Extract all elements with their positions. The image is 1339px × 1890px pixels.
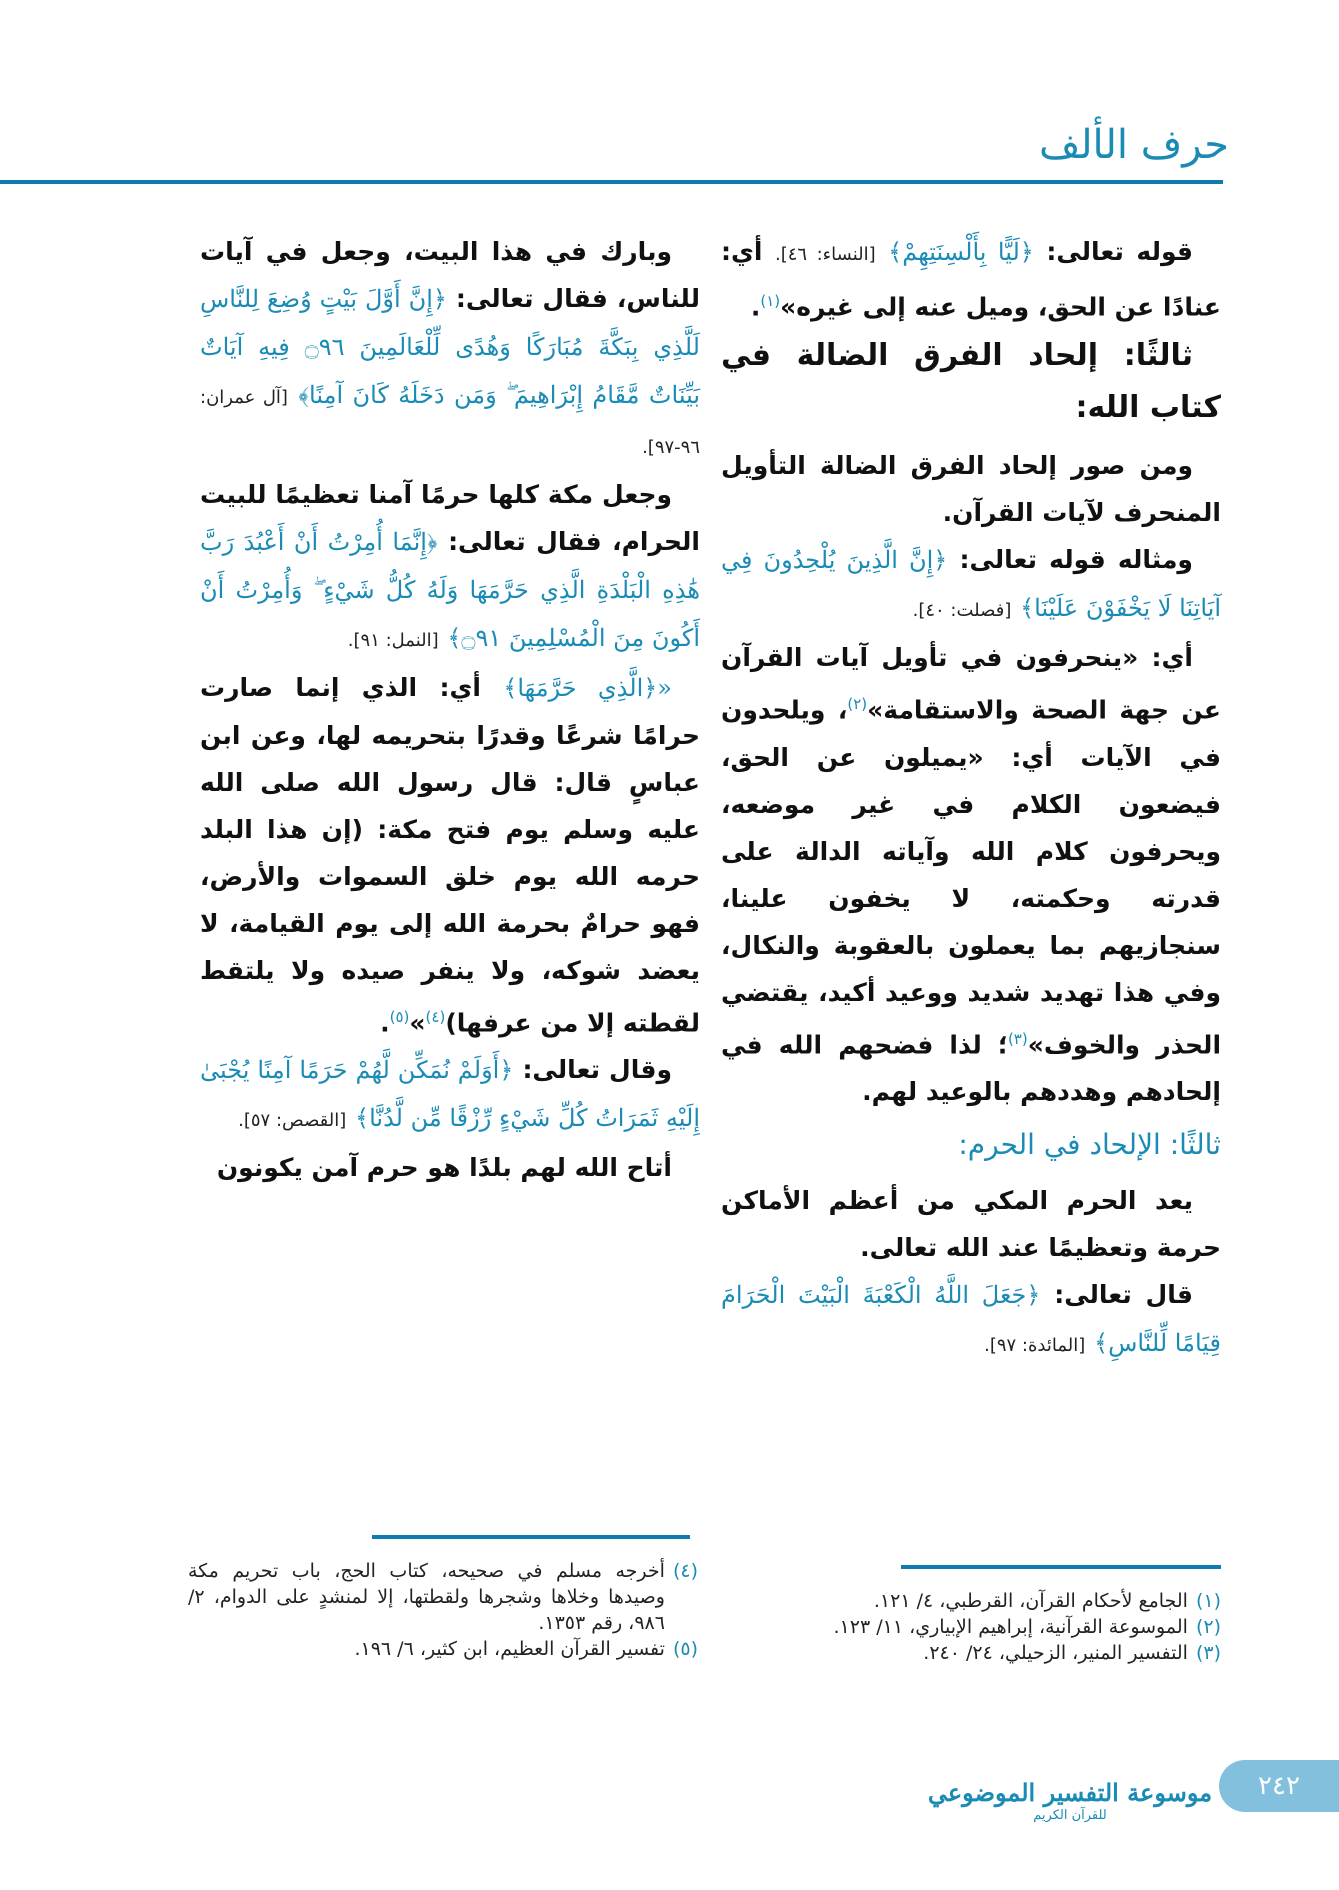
left-column	[200, 228, 700, 1191]
text: ، ويلحدون في الآيات أي: «يميلون عن الحق، فيضعون الكلام في غير موضعه، ويحرفون كلام الله وآياته الدالة على قدرته وحكمته، لا يخفون علينا، سنجازيهم بما يعملون بالعقوبة والنكال، وفي هذا تهديد شديد ووعيد أكيد، يقتضي الحذر والخوف»	[721, 695, 1222, 1059]
footnotes-right	[721, 1588, 1221, 1666]
page-number: ٢٤٢	[1258, 1771, 1300, 1801]
text: .	[380, 1008, 390, 1038]
footnote-number: (٣)	[1195, 1642, 1221, 1664]
footnote-ref[interactable]: (١)	[760, 292, 781, 310]
quran-verse: ﴿إِنَّمَا أُمِرْتُ أَنْ أَعْبُدَ رَبَّ هَٰذِهِ الْبَلْدَةِ الَّذِي حَرَّمَهَا وَلَهُ كُلُّ شَيْءٍ ۖ وَأُمِرْتُ أَنْ أَكُونَ مِنَ الْمُسْلِمِينَ ۝٩١﴾	[200, 528, 700, 652]
footnote	[721, 1614, 1221, 1640]
verse-reference: [النساء: ٤٦].	[775, 244, 876, 265]
footnote-ref[interactable]: (٢)	[847, 695, 868, 714]
footnote-ref[interactable]: (٤)	[425, 1008, 446, 1026]
paragraph: يعد الحرم المكي من أعظم الأماكن حرمة وتعظيمًا عند الله تعالى.	[721, 1185, 1221, 1262]
quran-verse: ﴿أَوَلَمْ نُمَكِّن لَّهُمْ حَرَمًا آمِنًا يُجْبَىٰ إِلَيْهِ ثَمَرَاتُ كُلِّ شَيْءٍ رِّزْقًا مِّن لَّدُنَّا﴾	[200, 1056, 700, 1133]
verse-reference: [آل عمران: ٩٦-٩٧].	[200, 387, 700, 458]
footnote-text: الموسوعة القرآنية، إبراهيم الإبياري، ١١/ ١٢٣.	[833, 1616, 1188, 1638]
text: قوله تعالى:	[1046, 237, 1194, 266]
verse-reference: [القصص: ٥٧].	[238, 1110, 347, 1132]
footnote	[721, 1640, 1221, 1666]
footnote-rule	[901, 1565, 1221, 1569]
footnote-text: أخرجه مسلم في صحيحه، كتاب الحج، باب تحريم مكة وصيدها وخلاها وشجرها ولقطتها، إلا لمنشدٍ على الدوام، ٢/ ٩٨٦، رقم ١٣٥٣.	[188, 1560, 665, 1634]
paragraph	[721, 1271, 1221, 1369]
footnote-rule	[372, 1535, 690, 1539]
paragraph: ومن صور إلحاد الفرق الضالة التأويل المنحرف لآيات القرآن.	[721, 451, 1221, 528]
footnote	[721, 1588, 1221, 1614]
footnote-text: الجامع لأحكام القرآن، القرطبي، ٤/ ١٢١.	[873, 1590, 1188, 1612]
paragraph	[721, 536, 1221, 634]
footnote-text: تفسير القرآن العظيم، ابن كثير، ٦/ ١٩٦.	[354, 1638, 665, 1660]
footnote-number: (٥)	[672, 1638, 698, 1660]
text: وجعل مكة كلها حرمًا آمنا تعظيمًا للبيت الحرام، فقال تعالى:	[200, 480, 700, 556]
text: ومثاله قوله تعالى:	[959, 545, 1193, 575]
paragraph	[200, 1046, 700, 1144]
header-rule	[0, 180, 1223, 184]
paragraph	[200, 664, 700, 1046]
paragraph	[721, 634, 1221, 1115]
footnote-ref[interactable]: (٣)	[1007, 1029, 1028, 1048]
text: »	[409, 1008, 426, 1038]
footnote-number: (١)	[1195, 1590, 1221, 1612]
footnote-number: (٢)	[1195, 1616, 1221, 1638]
quran-verse: ﴿جَعَلَ اللَّهُ الْكَعْبَةَ الْبَيْتَ الْحَرَامَ قِيَامًا لِّلنَّاسِ﴾	[721, 1280, 1221, 1357]
text: وقال تعالى:	[522, 1055, 672, 1085]
page-number-badge	[1219, 1760, 1339, 1812]
footnotes-left	[188, 1558, 698, 1662]
section-heading: ثالثًا: إلحاد الفرق الضالة في كتاب الله:	[721, 338, 1221, 426]
logo-subtitle: للقرآن الكريم	[1033, 1808, 1107, 1823]
text: أي: الذي إنما صارت حرامًا شرعًا وقدرًا بتحريمه لها، وعن ابن عباسٍ قال: قال رسول الله صلى الله عليه وسلم يوم فتح مكة: (إن هذا البلد حرمه الله يوم خلق السموات والأرض، فهو حرامٌ بحرمة الله إلى يوم القيامة، لا يعضد شوكه، ولا ينفر صيده ولا يلتقط لقطته إلا من عرفها)	[200, 673, 700, 1038]
text: وبارك في هذا البيت، وجعل في آيات للناس، فقال تعالى:	[200, 237, 701, 313]
footnote	[188, 1636, 698, 1662]
section-heading: ثالثًا: الإلحاد في الحرم:	[958, 1127, 1221, 1161]
footnote-number: (٤)	[672, 1560, 698, 1582]
quran-verse: «﴿الَّذِي حَرَّمَهَا﴾	[503, 674, 672, 702]
text: ؛ لذا فضحهم الله في إلحادهم وهددهم بالوعيد لهم.	[721, 1029, 1221, 1106]
verse-reference: [النمل: ٩١].	[347, 630, 439, 651]
verse-reference: [فصلت: ٤٠].	[912, 600, 1012, 622]
verse-reference: [المائدة: ٩٧].	[984, 1334, 1086, 1356]
right-column	[721, 228, 1221, 1369]
paragraph	[721, 228, 1221, 330]
quran-verse: ﴿إِنَّ أَوَّلَ بَيْتٍ وُضِعَ لِلنَّاسِ لَلَّذِي بِبَكَّةَ مُبَارَكًا وَهُدًى لِّلْعَالَمِينَ ۝٩٦ فِيهِ آيَاتٌ بَيِّنَاتٌ مَّقَامُ إِبْرَاهِيمَ ۖ وَمَن دَخَلَهُ كَانَ آمِنًا﴾	[200, 285, 700, 409]
quran-verse: ﴿إِنَّ الَّذِينَ يُلْحِدُونَ فِي آيَاتِنَا لَا يَخْفَوْنَ عَلَيْنَا﴾	[721, 546, 1221, 623]
book-logo	[920, 1778, 1220, 1824]
text: قال تعالى:	[1054, 1279, 1194, 1309]
text: أي: عنادًا عن الحق، وميل عنه إلى غيره»	[721, 237, 1221, 322]
paragraph	[200, 471, 700, 664]
footnote-text: التفسير المنير، الزحيلي، ٢٤/ ٢٤٠.	[923, 1642, 1188, 1664]
paragraph: أتاح الله لهم بلدًا هو حرم آمن يكونون	[216, 1153, 672, 1183]
text: .	[750, 292, 761, 322]
quran-verse: ﴿لَيًّا بِأَلْسِنَتِهِمْ﴾	[888, 238, 1034, 266]
paragraph	[200, 228, 700, 471]
footnote	[188, 1558, 698, 1636]
text: أي: «ينحرفون في تأويل آيات القرآن عن جهة الصحة والاستقامة»	[721, 643, 1222, 725]
chapter-title: حرف الألف	[1038, 122, 1229, 168]
footnote-ref[interactable]: (٥)	[389, 1008, 410, 1026]
logo-title: موسوعة التفسير الموضوعي	[927, 1778, 1213, 1807]
